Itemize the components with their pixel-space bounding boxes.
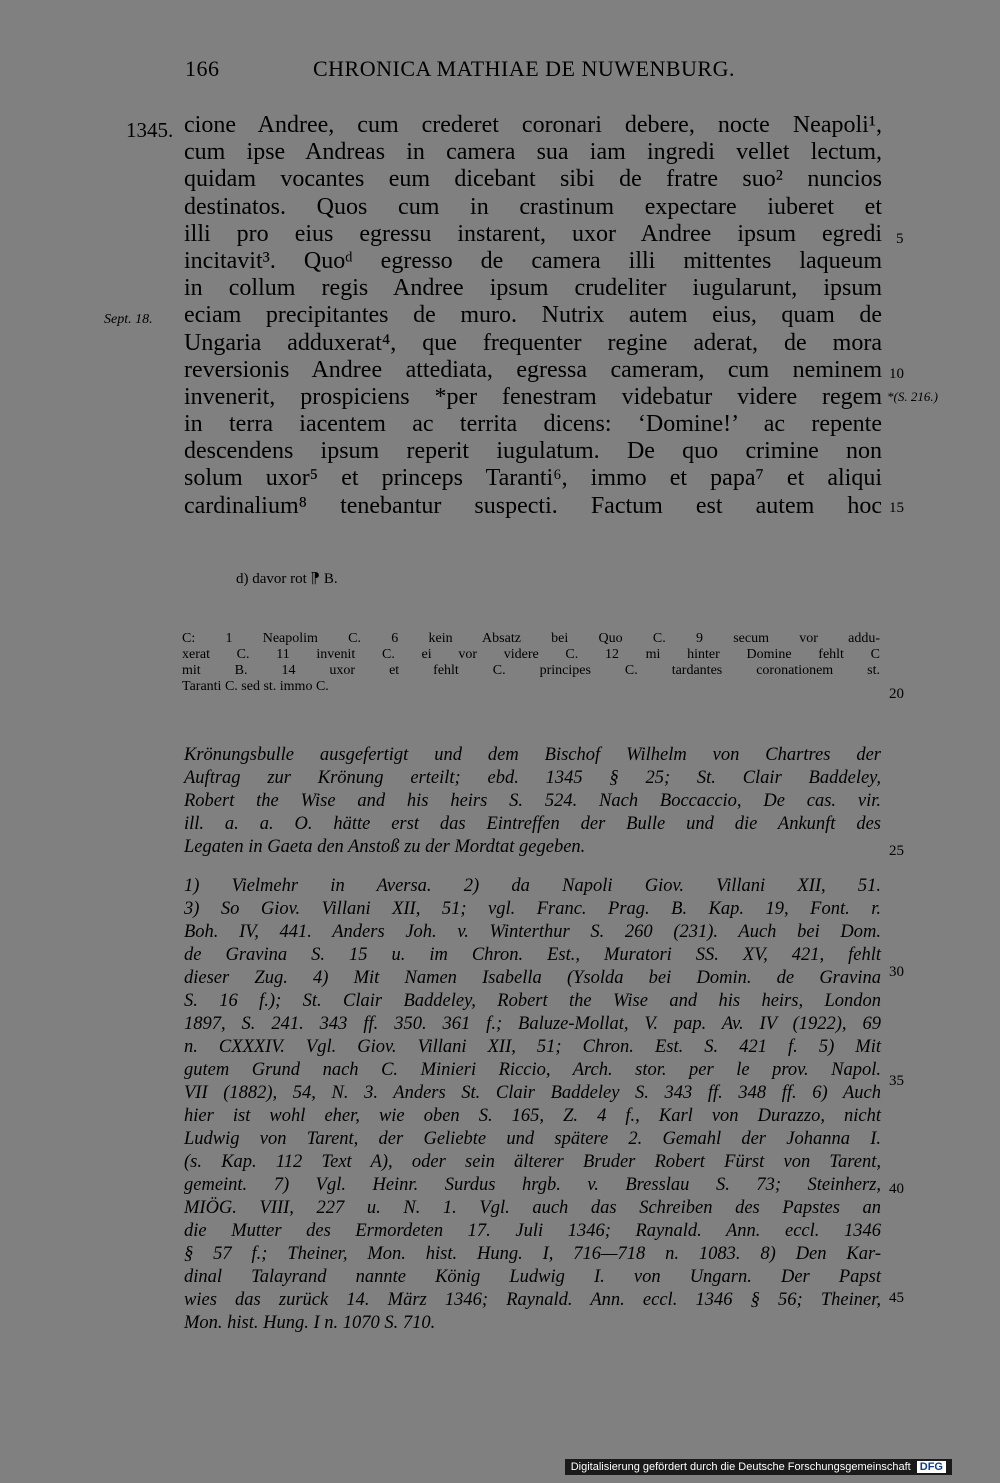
footnote-line: § 57 f.; Theiner, Mon. hist. Hung. I, 716—718 n. 1083. 8) Den Kar-: [184, 1244, 881, 1264]
footnote-line: Ludwig von Tarent, der Geliebte und spätere 2. Gemahl der Johanna I.: [184, 1129, 881, 1149]
text-line: solum uxor⁵ et princeps Taranti⁶, immo et papa⁷ et aliqui: [184, 465, 882, 492]
line-number: 35: [889, 1073, 904, 1089]
text-line: descendens ipsum reperit iugulatum. De quo crimine non: [184, 438, 882, 465]
footnote-line: S. 16 f.); St. Clair Baddeley, Robert the Wise and his heirs, London: [184, 991, 881, 1011]
footnotes: [184, 875, 881, 1335]
footnote-line: 1897, S. 241. 343 ff. 350. 361 f.; Baluze-Mollat, V. pap. Av. IV (1922), 69: [184, 1014, 881, 1034]
text-line: cardinalium⁸ tenebantur suspecti. Factum est autem hoc: [184, 492, 882, 519]
footnote-line: wies das zurück 14. März 1346; Raynald. Ann. eccl. 1346 § 56; Theiner,: [184, 1290, 881, 1310]
page-number: 166: [185, 56, 220, 81]
text-line: incitavit³. Quoᵈ egresso de camera illi mittentes laqueum: [184, 247, 882, 274]
line-number: 30: [889, 964, 904, 980]
credit-text: Digitalisierung gefördert durch die Deutsche Forschungsgemeinschaft: [570, 1461, 911, 1473]
footnote-line: 3) So Giov. Villani XII, 51; vgl. Franc. Prag. B. Kap. 19, Font. r.: [184, 899, 881, 919]
footnote-line: (s. Kap. 112 Text A), oder sein älterer Bruder Robert Fürst von Tarent,: [184, 1152, 881, 1172]
line-number: 20: [889, 686, 904, 702]
commentary-line: Robert the Wise and his heirs S. 524. Nach Boccaccio, De cas. vir.: [184, 791, 881, 811]
line-number: 45: [889, 1290, 904, 1306]
text-line: reversionis Andree attediata, egressa cameram, cum neminem: [184, 356, 882, 383]
text-line: in terra iacentem ac territa dicens: ‘Domine!’ ac repente: [184, 411, 882, 438]
textual-note: d) davor rot ⁋ B.: [236, 571, 338, 587]
footnote-line: dieser Zug. 4) Mit Namen Isabella (Ysolda bei Domin. de Gravina: [184, 968, 881, 988]
commentary-line: Legaten in Gaeta den Anstoß zu der Mordtat gegeben.: [184, 837, 586, 857]
footnote-line: de Gravina S. 15 u. im Chron. Est., Muratori SS. XV, 421, fehlt: [184, 945, 881, 965]
line-number: 5: [896, 231, 904, 247]
footnote-line: MIÖG. VIII, 227 u. N. 1. Vgl. auch das Schreiben des Papstes an: [184, 1198, 881, 1218]
footnote-line: Mon. hist. Hung. I n. 1070 S. 710.: [184, 1313, 436, 1333]
text-line: cione Andree, cum crederet coronari debere, nocte Neapoli¹,: [184, 112, 882, 138]
line-number: 25: [889, 843, 904, 859]
commentary-line: Krönungsbulle ausgefertigt und dem Bischof Wilhelm von Chartres der: [184, 745, 881, 765]
footnote-line: VII (1882), 54, N. 3. Anders St. Clair Baddeley S. 343 ff. 348 ff. 6) Auch: [184, 1083, 881, 1103]
apparatus-line: C: 1 Neapolim C. 6 kein Absatz bei Quo C. 9 secum vor addu-: [182, 631, 880, 646]
line-number: 40: [889, 1181, 904, 1197]
margin-date: Sept. 18.: [104, 312, 153, 327]
commentary-line: ill. a. a. O. hätte erst das Eintreffen der Bulle und die Ankunft des: [184, 814, 881, 834]
critical-apparatus: [182, 631, 880, 695]
margin-page-ref: *(S. 216.): [887, 389, 938, 404]
text-line: quidam vocantes eum dicebant sibi de fratre suo² nuncios: [184, 166, 882, 193]
footnote-line: Boh. IV, 441. Anders Joh. v. Winterthur S. 260 (231). Auch bei Dom.: [184, 922, 881, 942]
dfg-logo: DFG: [917, 1461, 946, 1473]
margin-year: 1345.: [126, 118, 174, 142]
apparatus-line: Taranti C. sed st. immo C.: [182, 679, 329, 694]
footnote-line: die Mutter des Ermordeten 17. Juli 1346; Raynald. Ann. eccl. 1346: [184, 1221, 881, 1241]
text-line: invenerit, prospiciens *per fenestram videbatur videre regem: [184, 383, 882, 410]
commentary: [184, 744, 881, 859]
text-line: destinatos. Quos cum in crastinum expectare iuberet et: [184, 193, 882, 220]
text-line: eciam precipitantes de muro. Nutrix autem eius, quam de: [184, 302, 882, 329]
apparatus-line: mit B. 14 uxor et fehlt C. principes C. tardantes coronationem st.: [182, 663, 880, 678]
line-number: 15: [889, 500, 904, 516]
footnote-line: gutem Grund nach C. Minieri Riccio, Arch. stor. per le prov. Napol.: [184, 1060, 881, 1080]
apparatus-line: xerat C. 11 invenit C. ei vor videre C. 12 mi hinter Domine fehlt C: [182, 647, 880, 662]
text-line: cum ipse Andreas in camera sua iam ingredi vellet lectum,: [184, 139, 882, 166]
running-title: CHRONICA MATHIAE DE NUWENBURG.: [313, 56, 735, 81]
footnote-line: hier ist wohl eher, wie oben S. 165, Z. 4 f., Karl von Durazzo, nicht: [184, 1106, 881, 1126]
footnote-line: dinal Talayrand nannte König Ludwig I. von Ungarn. Der Papst: [184, 1267, 881, 1287]
footnote-line: 1) Vielmehr in Aversa. 2) da Napoli Giov. Villani XII, 51.: [184, 876, 881, 896]
footnote-line: n. CXXXIV. Vgl. Giov. Villani XII, 51; Chron. Est. S. 421 f. 5) Mit: [184, 1037, 881, 1057]
digitization-credit: [565, 1459, 952, 1475]
text-line: in collum regis Andree ipsum crudeliter iugularunt, ipsum: [184, 275, 882, 302]
main-text: [184, 112, 882, 520]
commentary-line: Auftrag zur Krönung erteilt; ebd. 1345 § 25; St. Clair Baddeley,: [184, 768, 881, 788]
line-number: 10: [889, 366, 904, 382]
text-line: illi pro eius egressu instarent, uxor Andree ipsum egredi: [184, 220, 882, 247]
footnote-line: gemeint. 7) Vgl. Heinr. Surdus hrgb. v. Bresslau S. 73; Steinherz,: [184, 1175, 881, 1195]
text-line: Ungaria adduxerat⁴, que frequenter regine aderat, de mora: [184, 329, 882, 356]
